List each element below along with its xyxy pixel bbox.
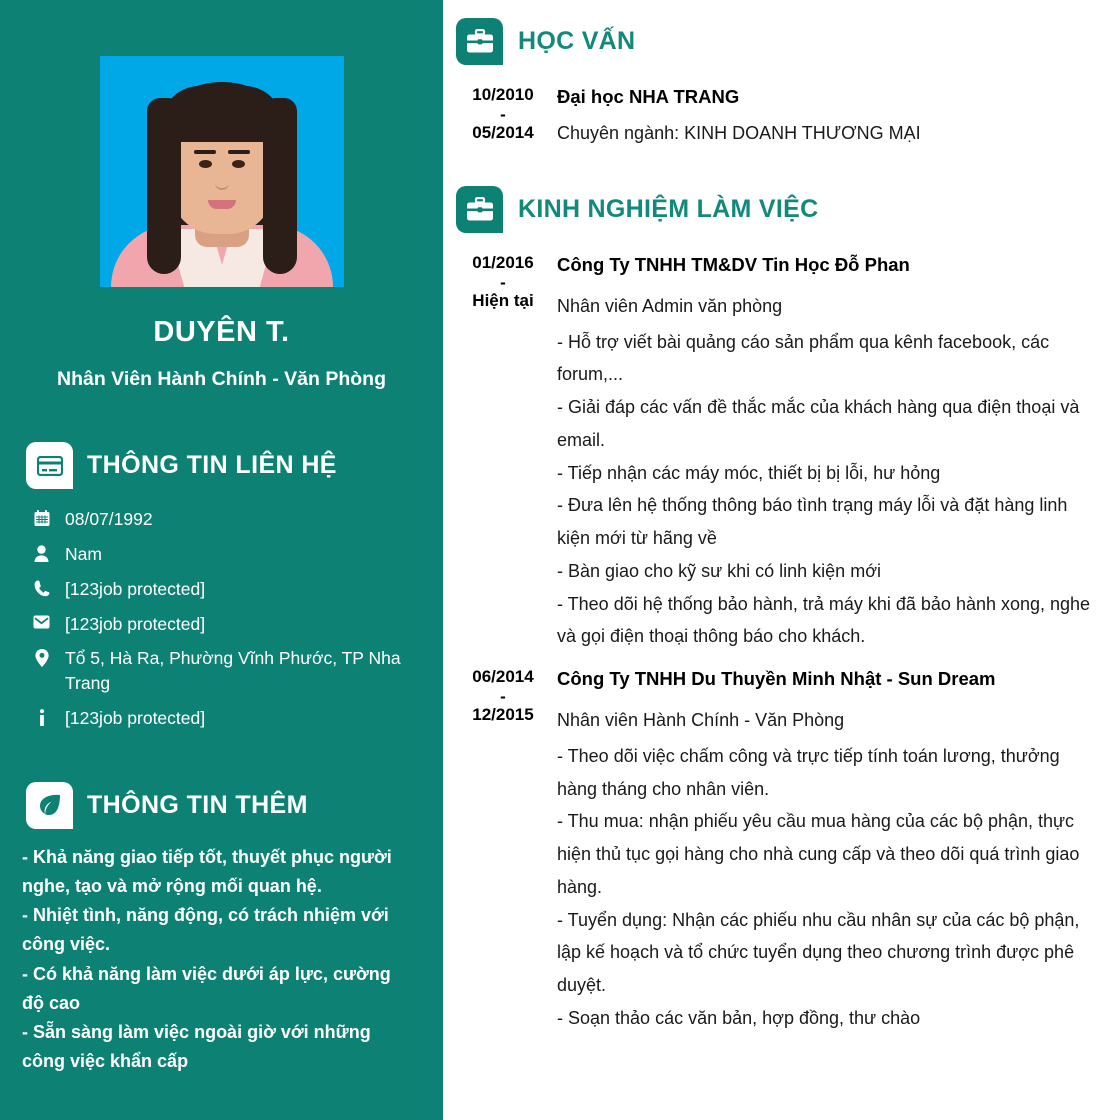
job-bullet: - Soạn thảo các văn bản, hợp đồng, thư chào: [557, 1007, 921, 1028]
experience-entry: [443, 251, 1106, 653]
education-entry-body: [555, 83, 1106, 147]
contact-item-phone[interactable]: [32, 577, 425, 602]
job-bullet: - Tuyển dụng: Nhận các phiếu nhu cầu nhân sự của các bộ phận, lập kế hoạch và tổ chức tuyển dụng theo chương trình được phê duyệt.: [557, 909, 1080, 995]
date-start: 01/2016: [472, 252, 534, 272]
job-bullets: [557, 326, 1096, 654]
contact-item-address: [32, 646, 425, 696]
briefcase-icon: [456, 18, 503, 65]
education-section-header: [443, 18, 1106, 65]
extra-info-item: - Có khả năng làm việc dưới áp lực, cường độ cao: [22, 963, 391, 1013]
experience-dates: [451, 665, 555, 1035]
contact-item-other: [32, 706, 425, 731]
major: Chuyên ngành: KINH DOANH THƯƠNG MẠI: [557, 122, 921, 143]
date-separator: -: [500, 104, 506, 124]
main-content: [443, 0, 1106, 1120]
sidebar: [0, 0, 443, 1120]
profile-photo: [100, 56, 344, 287]
job-bullet: - Theo dõi việc chấm công và trực tiếp tính toán lương, thưởng hàng tháng cho nhân viên.: [557, 745, 1060, 799]
job-bullet: - Tiếp nhận các máy móc, thiết bị bị lỗi, hư hỏng: [557, 462, 941, 483]
date-start: 10/2010: [472, 85, 534, 104]
experience-entry: [443, 665, 1106, 1035]
job-role: Nhân viên Hành Chính - Văn Phòng: [557, 709, 845, 730]
job-bullet: - Thu mua: nhận phiếu yêu cầu mua hàng của các bộ phận, thực hiện thủ tục gọi hàng cho nhà cung cấp và theo dõi quá trình giao hàng.: [557, 811, 1080, 897]
company-name: Công Ty TNHH Du Thuyền Minh Nhật - Sun Dream: [557, 668, 996, 689]
extra-info-list: [0, 843, 443, 1076]
contact-value: [123job protected]: [65, 578, 206, 599]
experience-dates: [451, 251, 555, 653]
experience-entry-body: [555, 251, 1106, 653]
extra-info-item: - Khả năng giao tiếp tốt, thuyết phục người nghe, tạo và mở rộng mối quan hệ.: [22, 846, 392, 897]
job-bullet: - Bàn giao cho kỹ sư khi có linh kiện mới: [557, 560, 881, 581]
contact-item-birthdate: [32, 507, 425, 532]
contact-value: 08/07/1992: [65, 509, 153, 529]
education-dates: [451, 83, 555, 147]
education-section-title: HỌC VẤN: [518, 27, 636, 55]
extra-section-header: [0, 782, 443, 829]
location-pin-icon: [32, 646, 51, 667]
candidate-headline: Nhân Viên Hành Chính - Văn Phòng: [57, 368, 386, 390]
envelope-icon: [32, 612, 51, 629]
experience-entry-body: [555, 665, 1106, 1035]
id-card-icon: [26, 442, 73, 489]
photo-container: [0, 0, 443, 287]
leaf-icon: [26, 782, 73, 829]
contact-value: Tổ 5, Hà Ra, Phường Vĩnh Phước, TP Nha Trang: [65, 648, 401, 694]
job-bullets: [557, 740, 1096, 1035]
experience-section-title: KINH NGHIỆM LÀM VIỆC: [518, 194, 819, 223]
candidate-name: DUYÊN T.: [153, 316, 290, 348]
job-bullet: - Giải đáp các vấn đề thắc mắc của khách hàng qua điện thoại và email.: [557, 397, 1080, 450]
date-separator: -: [500, 686, 506, 706]
education-entry: [443, 83, 1106, 147]
experience-section-header: [443, 186, 1106, 233]
briefcase-icon: [456, 186, 503, 233]
job-bullet: - Theo dõi hệ thống bảo hành, trả máy khi đã bảo hành xong, nghe và gọi điện thoại thông báo cho khách.: [557, 593, 1091, 647]
info-icon: [32, 706, 51, 727]
contact-value: Nam: [65, 543, 102, 564]
contact-section-title: THÔNG TIN LIÊN HỆ: [87, 451, 337, 479]
date-start: 06/2014: [472, 667, 534, 686]
contact-value: [123job protected]: [65, 708, 206, 729]
date-end: Hiện tại: [472, 290, 534, 310]
extra-info-item: - Sẵn sàng làm việc ngoài giờ với những công việc khẩn cấp: [22, 1021, 371, 1071]
date-end: 05/2014: [472, 123, 534, 143]
date-end: 12/2015: [472, 705, 534, 725]
contact-item-gender: [32, 542, 425, 567]
contact-item-email[interactable]: [32, 612, 425, 637]
contact-list: [0, 507, 443, 731]
job-bullet: - Đưa lên hệ thống thông báo tình trạng máy lỗi và đặt hàng linh kiện mới từ hãng về: [557, 495, 1068, 548]
extra-info-item: - Nhiệt tình, năng động, có trách nhiệm với công việc.: [22, 905, 389, 955]
person-icon: [32, 542, 51, 562]
company-name: Công Ty TNHH TM&DV Tin Học Đỗ Phan: [557, 253, 910, 275]
job-role: Nhân viên Admin văn phòng: [557, 295, 783, 316]
extra-section-title: THÔNG TIN THÊM: [87, 790, 308, 819]
school-name: Đại học NHA TRANG: [557, 86, 740, 107]
job-bullet: - Hỗ trợ viết bài quảng cáo sản phẩm qua kênh facebook, các forum,...: [557, 331, 1050, 385]
contact-section-header: [0, 442, 443, 489]
date-separator: -: [500, 272, 506, 292]
contact-value: [123job protected]: [65, 613, 206, 634]
phone-icon: [32, 577, 51, 597]
calendar-icon: [32, 507, 51, 527]
